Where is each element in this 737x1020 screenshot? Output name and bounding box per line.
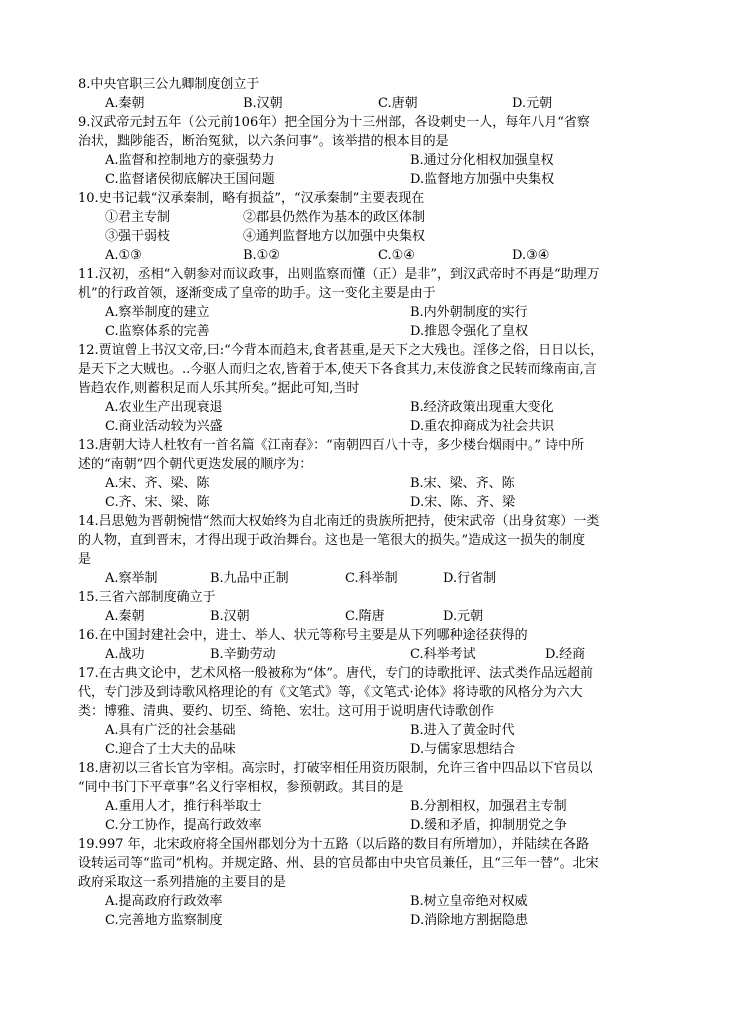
option-b: B.九品中正制 [210,571,289,586]
question-stem: 17.在古典文论中，艺术风格一般被称为“体”。唐代，专门的诗歌批评、法式类作品远超前 [78,666,593,681]
statement-1: ①君主专制 [105,210,171,225]
option-d: D.与儒家思想结合 [410,742,516,757]
option-a: A.具有广泛的社会基础 [105,723,236,738]
option-d: D.消除地方割据隐患 [410,913,529,928]
question-stem: 类：博雅、清典、要约、切至、绮艳、宏壮。这可用于说明唐代诗歌创作 [78,704,495,719]
question-stem: 的人物，直到晋末，才得出现于政治舞台。这也是一笔很大的损失。”造成这一损失的制度 [78,533,586,548]
option-c: C.科举制 [345,571,398,586]
option-c: C.隋唐 [345,609,385,624]
option-a: A.察举制度的建立 [105,305,210,320]
option-a: A.宋、齐、梁、陈 [105,476,210,491]
option-b: B.①② [243,248,280,263]
option-b: B.经济政策出现重大变化 [410,400,554,415]
option-b: B.辛勤劳动 [210,647,276,662]
option-c: C.分工协作，提高行政效率 [105,818,262,833]
question-stem: 13.唐朝大诗人杜牧有一首名篇《江南春》：“南朝四百八十寺，多少楼台烟雨中。” 诗中所 [78,438,585,453]
option-c: C.科举考试 [410,647,476,662]
option-d: D.宋、陈、齐、梁 [410,495,516,510]
option-b: B.进入了黄金时代 [410,723,515,738]
question-stem: 机”的行政首领，逐渐变成了皇帝的助手。这一变化主要是由于 [78,286,436,301]
option-c: C.监察体系的完善 [105,324,210,339]
option-c: C.唐朝 [378,96,418,111]
question-stem: 14.吕思勉为晋朝惋惜“然而大权始终为自北南迁的贵族所把持，使宋武帝（出身贫寒）一类 [78,514,600,529]
option-b: B.通过分化相权加强皇权 [410,153,554,168]
question-stem: 是天下之大贼也。..今驱人而归之农,皆着于本,使天下各食其力,末伎游食之民转而缘南亩,言 [78,362,597,377]
question-stem: 11.汉初，丞相“入朝参对而议政事，出则监察而懂（正）是非”，到汉武帝时不再是“助理万 [78,267,600,282]
option-b: B.分割相权，加强君主专制 [410,799,567,814]
option-a: A.重用人才，推行科举取士 [105,799,262,814]
question-stem: 9.汉武帝元封五年（公元前106年）把全国分为十三州部，各设刺史一人，每年八月“省察 [78,115,590,130]
option-a: A.战功 [105,647,145,662]
option-b: B.内外朝制度的实行 [410,305,528,320]
statement-2: ②郡县仍然作为基本的政区体制 [243,210,426,225]
option-b: B.汉朝 [210,609,250,624]
question-stem: 设转运司等“监司”机构。并规定路、州、县的官员都由中央官员兼任，且“三年一替”。北宋 [78,856,599,871]
question-stem: 代，专门涉及到诗歌风格理论的有《文笔式》等，《文笔式·论体》将诗歌的风格分为六大 [78,685,583,700]
option-d: D.监督地方加强中央集权 [410,172,555,187]
option-a: A.提高政府行政效率 [105,894,223,909]
option-a: A.秦朝 [105,609,145,624]
question-stem: 18.唐初以三省长官为宰相。高宗时，打破宰相任用资历限制，允许三省中四品以下官员以 [78,761,593,776]
question-stem: 治状，黜陟能否，断治冤狱，以六条问事”。该举措的根本目的是 [78,134,449,149]
question-stem: 是 [78,552,92,567]
question-stem: 皆趋农作,则蓄积足而人乐其所矣。”据此可知,当时 [78,381,360,396]
option-a: A.察举制 [105,571,158,586]
question-stem: 19.997 年，北宋政府将全国州郡划分为十五路（以后路的数目有所增加），并陆续在各路 [78,837,590,852]
question-stem: “同中书门下平章事”名义行宰相权，参预朝政。其目的是 [78,780,404,795]
question-stem: 12.贾谊曾上书汉文帝,曰:“今背本而趋末,食者甚重,是天下之大残也。淫侈之俗，日日以长， [78,343,604,358]
option-a: A.秦朝 [105,96,145,111]
option-d: D.元朝 [512,96,553,111]
option-a: A.监督和控制地方的豪强势力 [105,153,275,168]
option-c: C.商业活动较为兴盛 [105,419,223,434]
option-c: C.监督诸侯彻底解决王国问题 [105,172,275,187]
option-b: B.树立皇帝绝对权威 [410,894,528,909]
question-stem: 述的“南朝”四个朝代更迭发展的顺序为： [78,457,313,472]
option-b: B.汉朝 [243,96,283,111]
option-c: C.①④ [378,248,415,263]
option-d: D.元朝 [443,609,484,624]
statement-3: ③强干弱枝 [105,229,171,244]
option-d: D.经商 [545,647,586,662]
option-a: A.①③ [105,248,142,263]
option-d: D.推恩令强化了皇权 [410,324,529,339]
option-c: C.完善地方监察制度 [105,913,223,928]
question-stem: 16.在中国封建社会中，进士、举人、状元等称号主要是从下列哪种途径获得的 [78,628,528,643]
option-d: D.③④ [512,248,550,263]
option-a: A.农业生产出现衰退 [105,400,223,415]
question-stem: 10.史书记载“汉承秦制，略有损益”，“汉承秦制”主要表现在 [78,191,425,206]
option-d: D.行省制 [443,571,497,586]
question-stem: 政府采取这一系列措施的主要目的是 [78,875,287,890]
statement-4: ④通判监督地方以加强中央集权 [243,229,426,244]
option-c: C.迎合了士大夫的品味 [105,742,236,757]
question-stem: 8.中央官职三公九卿制度创立于 [78,77,260,92]
option-b: B.宋、梁、齐、陈 [410,476,515,491]
option-c: C.齐、宋、梁、陈 [105,495,210,510]
option-d: D.重农抑商成为社会共识 [410,419,555,434]
question-stem: 15.三省六部制度确立于 [78,590,216,605]
option-d: D.缓和矛盾，抑制朋党之争 [410,818,568,833]
